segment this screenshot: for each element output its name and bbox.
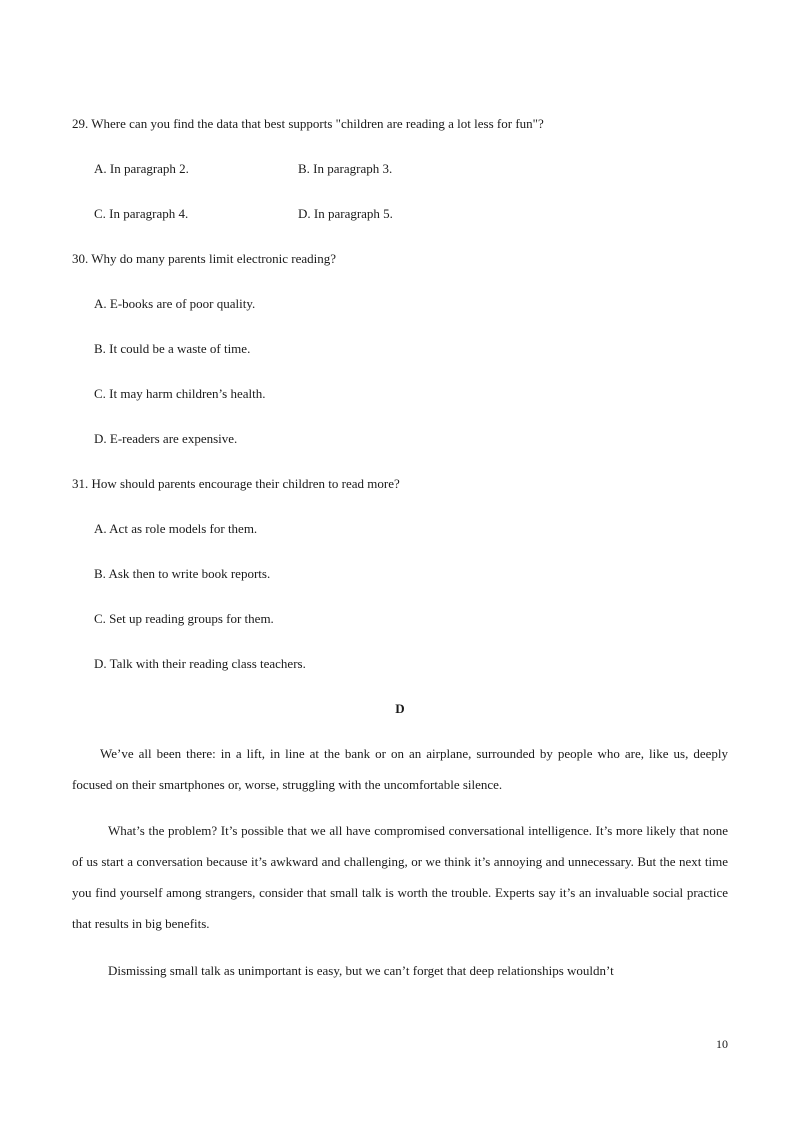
question-31-option-a: A. Act as role models for them. — [94, 521, 258, 536]
page-number: 10 — [716, 1037, 728, 1051]
question-30-option-d: D. E-readers are expensive. — [94, 431, 238, 446]
question-31-option-c: C. Set up reading groups for them. — [94, 611, 274, 626]
question-30-option-b: B. It could be a waste of time. — [94, 341, 251, 356]
section-heading: D — [395, 701, 405, 716]
question-29-option-c: C. In paragraph 4. — [94, 206, 189, 221]
passage-paragraph-1: We’ve all been there: in a lift, in line at the bank or on an airplane, surrounded by people who are, like us, deeply focused on their smartphones or, worse, struggling with the uncomfortable silence. — [72, 746, 728, 792]
question-29-option-d: D. In paragraph 5. — [298, 206, 393, 221]
question-29-stem: 29. Where can you find the data that best supports "children are reading a lot less for fun"? — [72, 116, 544, 131]
question-30-stem: 30. Why do many parents limit electronic reading? — [72, 251, 337, 266]
question-29-option-b: B. In paragraph 3. — [298, 161, 393, 176]
passage-paragraph-3: Dismissing small talk as unimportant is easy, but we can’t forget that deep relationships wouldn’t — [108, 963, 614, 978]
question-30-option-a: A. E-books are of poor quality. — [94, 296, 256, 311]
question-31-option-d: D. Talk with their reading class teachers. — [94, 656, 306, 671]
question-31-stem: 31. How should parents encourage their children to read more? — [72, 476, 400, 491]
question-31-option-b: B. Ask then to write book reports. — [94, 566, 271, 581]
question-29-option-a: A. In paragraph 2. — [94, 161, 189, 176]
passage-paragraph-2: What’s the problem? It’s possible that we all have compromised conversational intelligence. It’s more likely that none of us start a conversation because it’s awkward and challenging, or we think it’s annoying and unnecessary. But the next time you find yourself among strangers, consider that small talk is worth the trouble. Experts say it’s an invaluable social practice that results in big benefits. — [72, 823, 728, 931]
question-30-option-c: C. It may harm children’s health. — [94, 386, 266, 401]
